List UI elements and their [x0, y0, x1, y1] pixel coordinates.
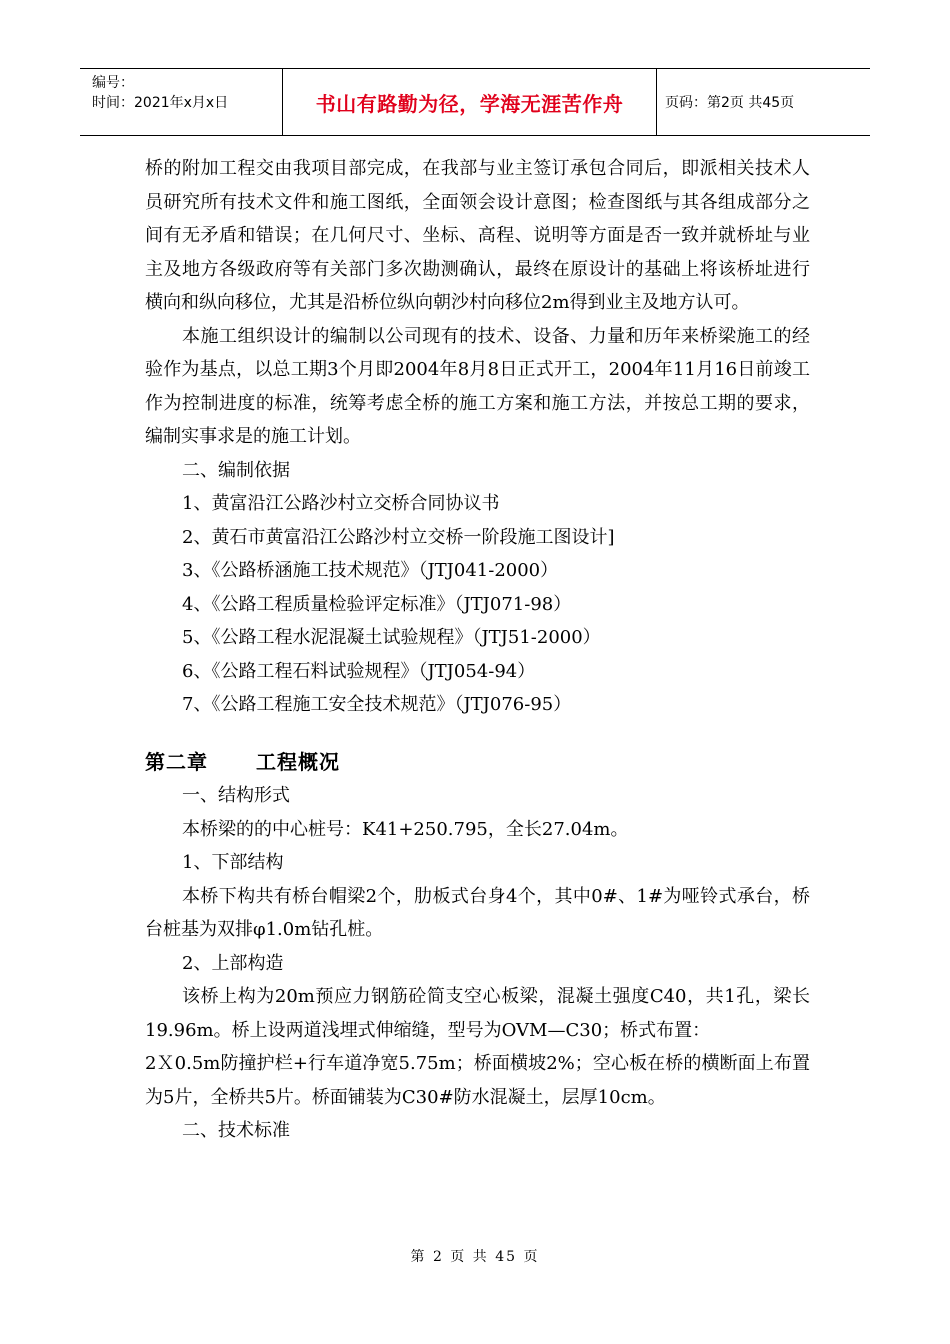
basis-item: 7、《公路工程施工安全技术规范》（JTJ076-95） [182, 694, 572, 715]
section-heading-basis: 二、编制依据 [182, 459, 290, 481]
paragraph-substructure: 本桥下构共有桥台帽梁2个，肋板式台身4个，其中0#、1#为哑铃式承台，桥台桩基为双排φ1.0m钻孔桩。 [145, 885, 810, 940]
section-heading-structure: 一、结构形式 [182, 785, 290, 806]
header-meta [80, 69, 282, 135]
basis-item: 3、《公路桥涵施工技术规范》（JTJ041-2000） [182, 560, 559, 581]
page-footer: 第 2 页 共 45 页 [410, 1249, 540, 1265]
paragraph-superstructure: 该桥上构为20m预应力钢筋砼简支空心板梁，混凝土强度C40，共1孔，梁长19.96m。桥上设两道浅埋式伸缩缝，型号为OVM—C30；桥式布置： [145, 986, 810, 1041]
document-date: 时间：2021年x月x日 [92, 95, 229, 111]
header-motto: 书山有路勤为径，学海无涯苦作舟 [282, 69, 657, 135]
header-page-info: 页码：第2页 共45页 [665, 95, 795, 111]
page-header [80, 68, 870, 136]
basis-item: 1、黄富沿江公路沙村立交桥合同协议书 [182, 493, 500, 514]
paragraph-intro-continued: 桥的附加工程交由我项目部完成，在我部与业主签订承包合同后，即派相关技术人员研究所有技术文件和施工图纸，全面领会设计意图；检查图纸与其各组成部分之间有无矛盾和错误；在几何尺寸、坐标、高程、说明等方面是否一致并就桥址与业主及地方各级政府等有关部门多次勘测确认，最终在原设计的基础上将该桥址进行横向和纵向移位，尤其是沿桥位纵向朝沙村向移位2m得到业主及地方认可。 [145, 158, 810, 313]
basis-item: 6、《公路工程石料试验规程》（JTJ054-94） [182, 660, 536, 682]
paragraph-schedule: 本施工组织设计的编制以公司现有的技术、设备、力量和历年来桥梁施工的经验作为基点，以总工期3个月即2004年8月8日正式开工，2004年11月16日前竣工作为控制进度的标准，统筹考虑全桥的施工方案和施工方法，并按总工期的要求，编制实事求是的施工计划。 [145, 325, 810, 447]
paragraph-superstructure-continued: 2Ｘ0.5m防撞护栏+行车道净宽5.75m；桥面横坡2%；空心板在桥的横断面上布置为5片，全桥共5片。桥面铺装为C30#防水混凝土，层厚10cm。 [145, 1053, 810, 1108]
subsection-heading-superstructure: 2、上部构造 [182, 952, 284, 974]
section-gap [145, 722, 810, 746]
chapter-number: 第二章 [145, 749, 208, 774]
chapter-title: 工程概况 [256, 749, 340, 774]
basis-item: 2、黄石市黄富沿江公路沙村立交桥一阶段施工图设计] [182, 526, 615, 548]
basis-item: 5、《公路工程水泥混凝土试验规程》（JTJ51-2000） [182, 627, 601, 648]
basis-item: 4、《公路工程质量检验评定标准》（JTJ071-98） [182, 593, 572, 615]
chapter-heading [145, 746, 810, 780]
document-body [145, 152, 810, 1148]
section-heading-tech-standards: 二、技术标准 [182, 1120, 290, 1141]
document-number-label: 编号： [92, 75, 134, 91]
paragraph-structure: 本桥梁的的中心桩号：K41+250.795，全长27.04m。 [182, 818, 629, 840]
subsection-heading-substructure: 1、下部结构 [182, 852, 284, 873]
